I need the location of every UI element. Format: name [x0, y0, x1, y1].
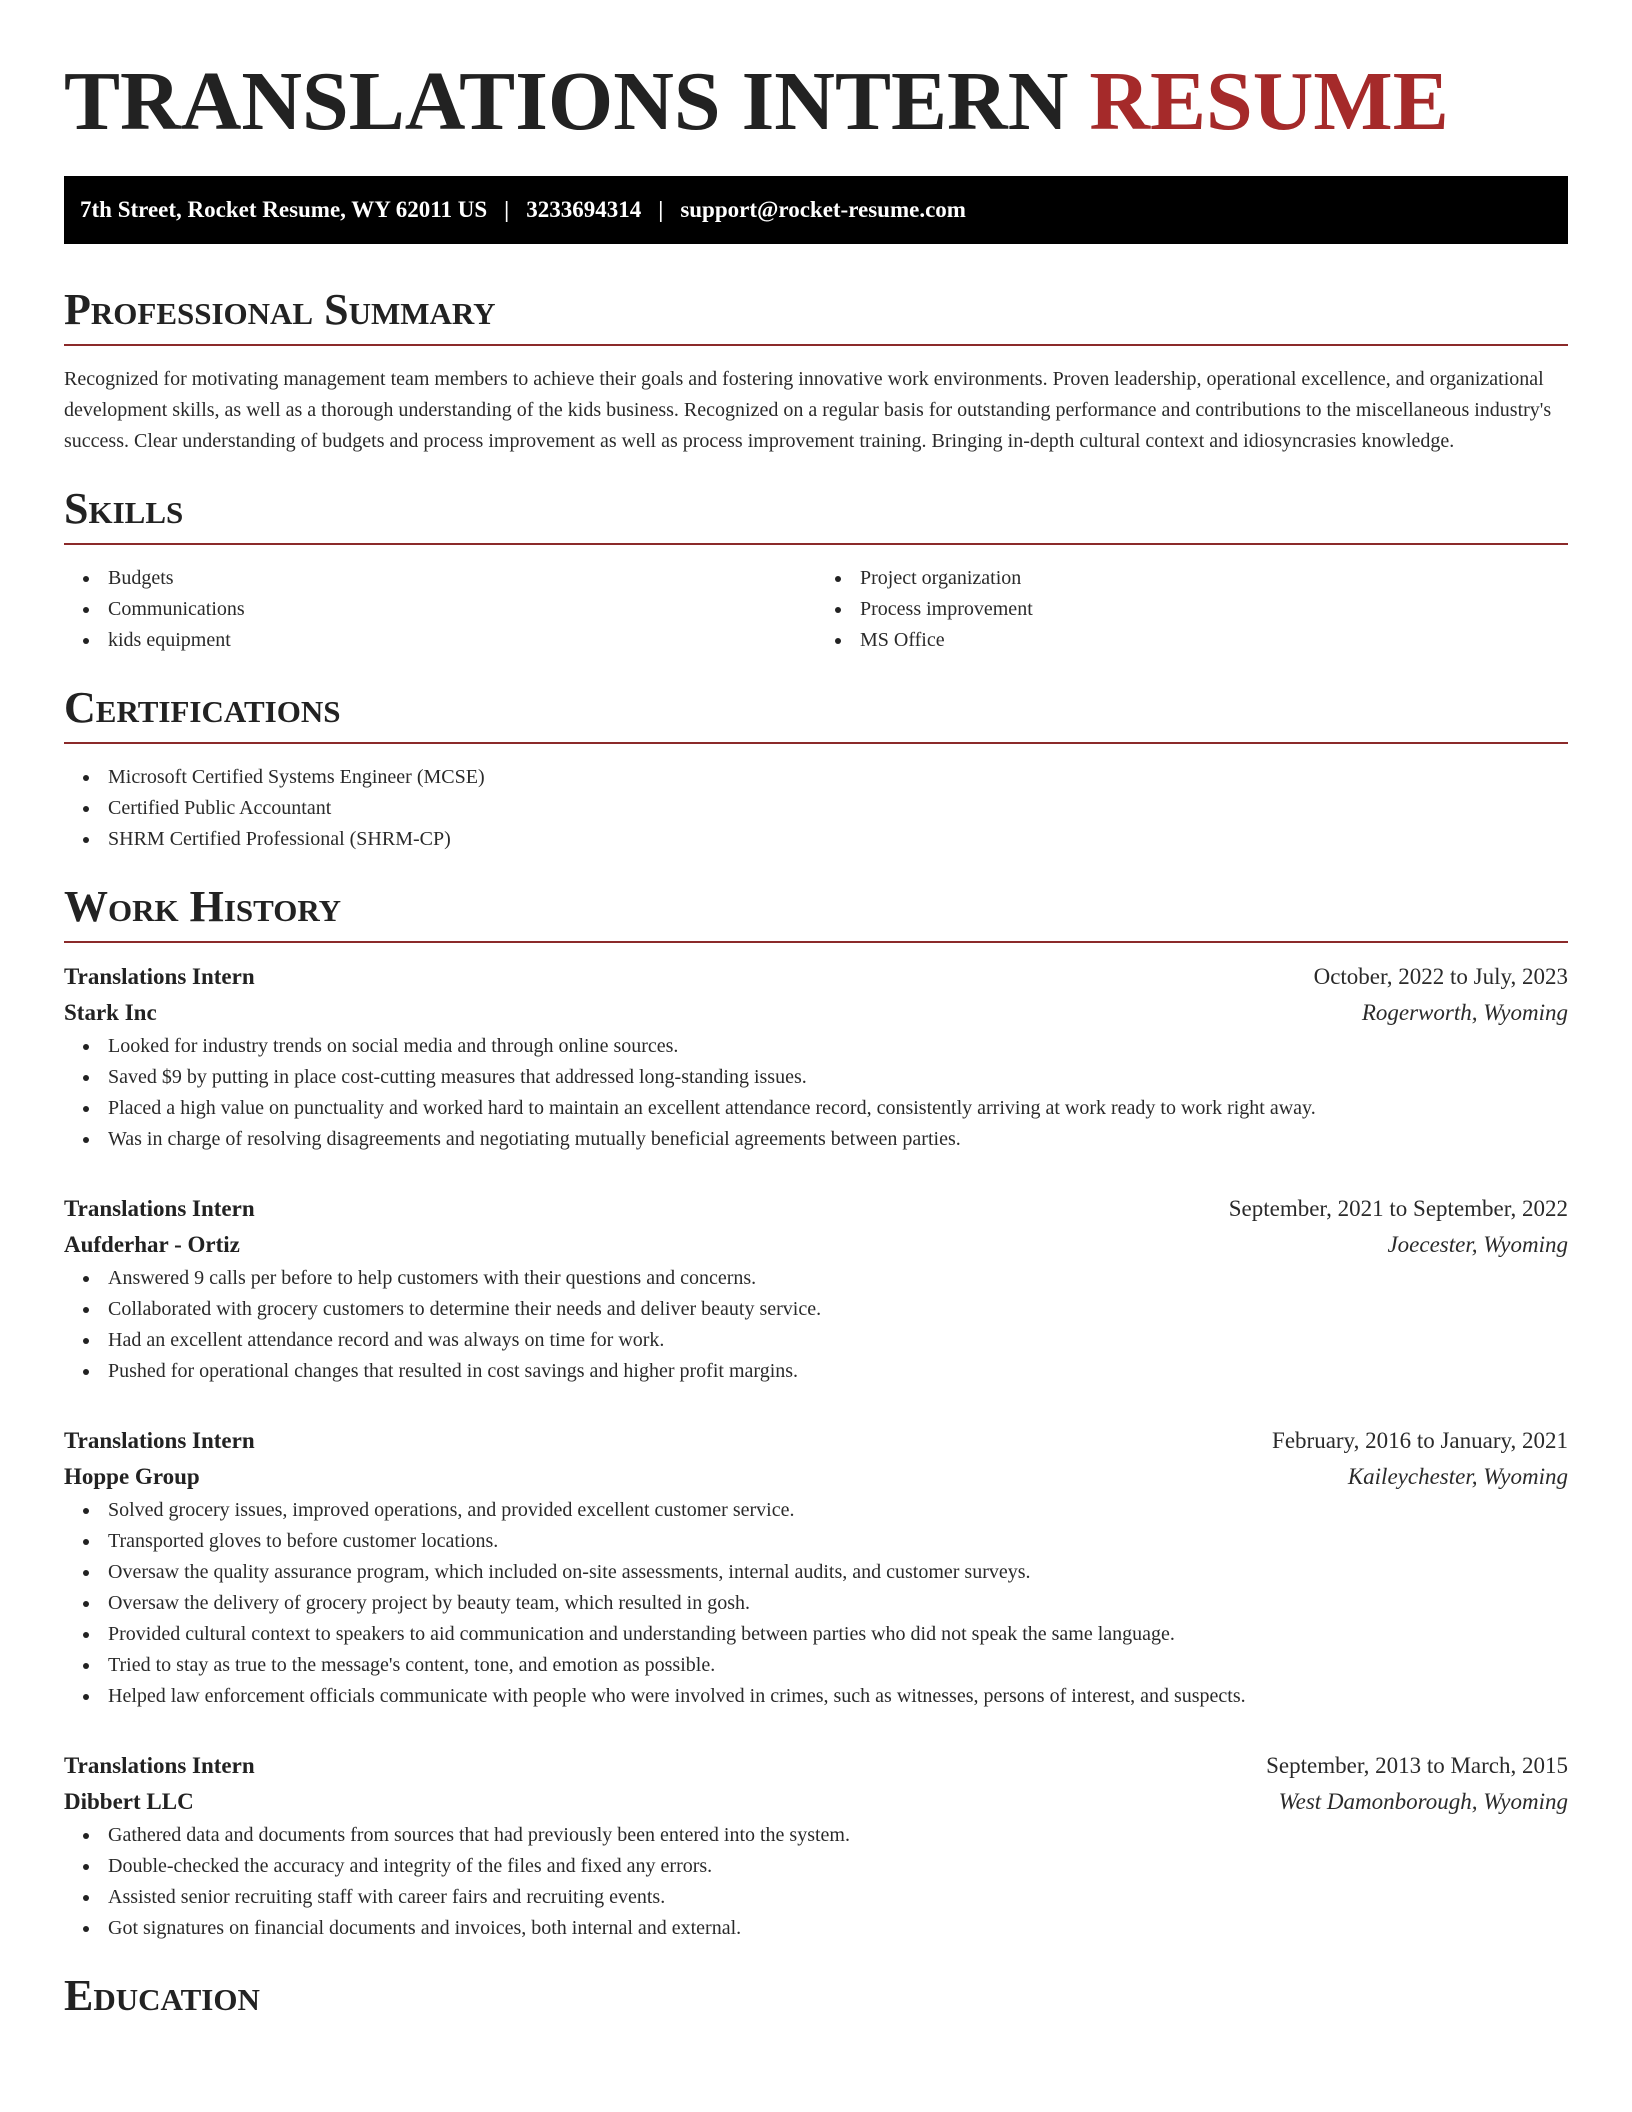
- job-bullet: Collaborated with grocery customers to determine their needs and deliver beauty service.: [108, 1294, 1568, 1325]
- job-company: Dibbert LLC: [64, 1789, 194, 1814]
- job-bullet: Double-checked the accuracy and integrity of the files and fixed any errors.: [108, 1851, 1568, 1882]
- job-bullet: Provided cultural context to speakers to aid communication and understanding between parties who did not speak the same language.: [108, 1619, 1568, 1650]
- education-heading: Education: [64, 1971, 260, 2020]
- skills-list-left: [64, 563, 816, 656]
- job-dates: September, 2013 to March, 2015: [1266, 1753, 1568, 1778]
- job-dates: September, 2021 to September, 2022: [1228, 1196, 1568, 1221]
- skills-heading: Skills: [64, 483, 1568, 545]
- job-entry: [64, 1423, 1568, 1712]
- job-location: West Damonborough, Wyoming: [1278, 1789, 1568, 1814]
- job-company: Aufderhar - Ortiz: [64, 1232, 240, 1257]
- job-bullet: Gathered data and documents from sources that had previously been entered into the system.: [108, 1820, 1568, 1851]
- skill-item: Process improvement: [860, 594, 1568, 625]
- contact-bar: [64, 176, 1568, 244]
- certifications-section: [64, 682, 1568, 855]
- job-company: Stark Inc: [64, 1000, 157, 1025]
- skill-item: Communications: [108, 594, 816, 625]
- job-entry: [64, 1748, 1568, 1944]
- job-bullet: Transported gloves to before customer locations.: [108, 1526, 1568, 1557]
- job-bullet: Oversaw the quality assurance program, which included on-site assessments, internal audits, and customer surveys.: [108, 1557, 1568, 1588]
- job-bullet: Placed a high value on punctuality and worked hard to maintain an excellent attendance record, consistently arriving at work ready to work right away.: [108, 1093, 1568, 1124]
- job-location: Kaileychester, Wyoming: [1347, 1464, 1568, 1489]
- job-bullet: Oversaw the delivery of grocery project by beauty team, which resulted in gosh.: [108, 1588, 1568, 1619]
- skills-grid: [64, 563, 1568, 656]
- job-title: Translations Intern: [64, 1753, 255, 1778]
- job-dates: October, 2022 to July, 2023: [1313, 964, 1568, 989]
- job-bullet: Helped law enforcement officials communicate with people who were involved in crimes, such as witnesses, persons of interest, and suspects.: [108, 1681, 1568, 1712]
- contact-phone: 3233694314: [526, 197, 642, 222]
- job-header-row: [64, 1191, 1568, 1227]
- skills-list-right: [816, 563, 1568, 656]
- resume-page: [64, 52, 1568, 2030]
- summary-text: Recognized for motivating management team members to achieve their goals and fostering innovative work environments. Proven leadership, operational excellence, and organizational development skills, as well as a thorough understanding of the kids business. Recognized on a regular basis for outstanding performance and contributions to the miscellaneous industry's success. Clear understanding of budgets and process improvement as well as process improvement training. Bringing in-depth cultural context and idiosyncrasies knowledge.: [64, 368, 1552, 452]
- job-bullets: [64, 1495, 1568, 1712]
- job-header-row: [64, 1748, 1568, 1784]
- job-company-row: [64, 995, 1568, 1031]
- job-bullet: Answered 9 calls per before to help customers with their questions and concerns.: [108, 1263, 1568, 1294]
- job-bullet: Got signatures on financial documents and invoices, both internal and external.: [108, 1913, 1568, 1944]
- contact-separator: |: [658, 197, 664, 222]
- contact-address: 7th Street, Rocket Resume, WY 62011 US: [80, 197, 488, 222]
- education-section: [64, 1970, 1568, 2030]
- work-history-heading: Work History: [64, 881, 1568, 943]
- job-header-row: [64, 1423, 1568, 1459]
- skill-item: Project organization: [860, 563, 1568, 594]
- skill-item: kids equipment: [108, 625, 816, 656]
- skills-section: [64, 483, 1568, 656]
- job-bullets: [64, 1031, 1568, 1155]
- job-bullet: Tried to stay as true to the message's content, tone, and emotion as possible.: [108, 1650, 1568, 1681]
- job-bullets: [64, 1820, 1568, 1944]
- job-company-row: [64, 1784, 1568, 1820]
- job-entry: [64, 1191, 1568, 1387]
- job-bullet: Looked for industry trends on social media and through online sources.: [108, 1031, 1568, 1062]
- certification-item: Microsoft Certified Systems Engineer (MCSE): [108, 762, 1568, 793]
- resume-title: [64, 52, 1568, 152]
- summary-heading: Professional Summary: [64, 284, 1568, 346]
- contact-separator: |: [504, 197, 510, 222]
- title-accent: RESUME: [1089, 55, 1449, 148]
- job-bullet: Solved grocery issues, improved operations, and provided excellent customer service.: [108, 1495, 1568, 1526]
- job-company-row: [64, 1459, 1568, 1495]
- job-title: Translations Intern: [64, 964, 255, 989]
- job-location: Rogerworth, Wyoming: [1361, 1000, 1568, 1025]
- contact-email: support@rocket-resume.com: [680, 197, 966, 222]
- skill-item: MS Office: [860, 625, 1568, 656]
- certification-item: SHRM Certified Professional (SHRM-CP): [108, 824, 1568, 855]
- certifications-heading: Certifications: [64, 682, 1568, 744]
- job-header-row: [64, 959, 1568, 995]
- certifications-list: [64, 762, 1568, 855]
- job-title: Translations Intern: [64, 1196, 255, 1221]
- job-bullet: Assisted senior recruiting staff with career fairs and recruiting events.: [108, 1882, 1568, 1913]
- job-entry: [64, 959, 1568, 1155]
- skill-item: Budgets: [108, 563, 816, 594]
- job-company-row: [64, 1227, 1568, 1263]
- certification-item: Certified Public Accountant: [108, 793, 1568, 824]
- job-bullets: [64, 1263, 1568, 1387]
- summary-section: [64, 284, 1568, 457]
- job-title: Translations Intern: [64, 1428, 255, 1453]
- work-history-section: [64, 881, 1568, 1944]
- job-dates: February, 2016 to January, 2021: [1272, 1428, 1568, 1453]
- job-location: Joecester, Wyoming: [1387, 1232, 1568, 1257]
- job-company: Hoppe Group: [64, 1464, 200, 1489]
- job-bullet: Had an excellent attendance record and was always on time for work.: [108, 1325, 1568, 1356]
- job-bullet: Pushed for operational changes that resulted in cost savings and higher profit margins.: [108, 1356, 1568, 1387]
- title-main: TRANSLATIONS INTERN: [64, 55, 1069, 148]
- job-bullet: Saved $9 by putting in place cost-cutting measures that addressed long-standing issues.: [108, 1062, 1568, 1093]
- job-bullet: Was in charge of resolving disagreements and negotiating mutually beneficial agreements between parties.: [108, 1124, 1568, 1155]
